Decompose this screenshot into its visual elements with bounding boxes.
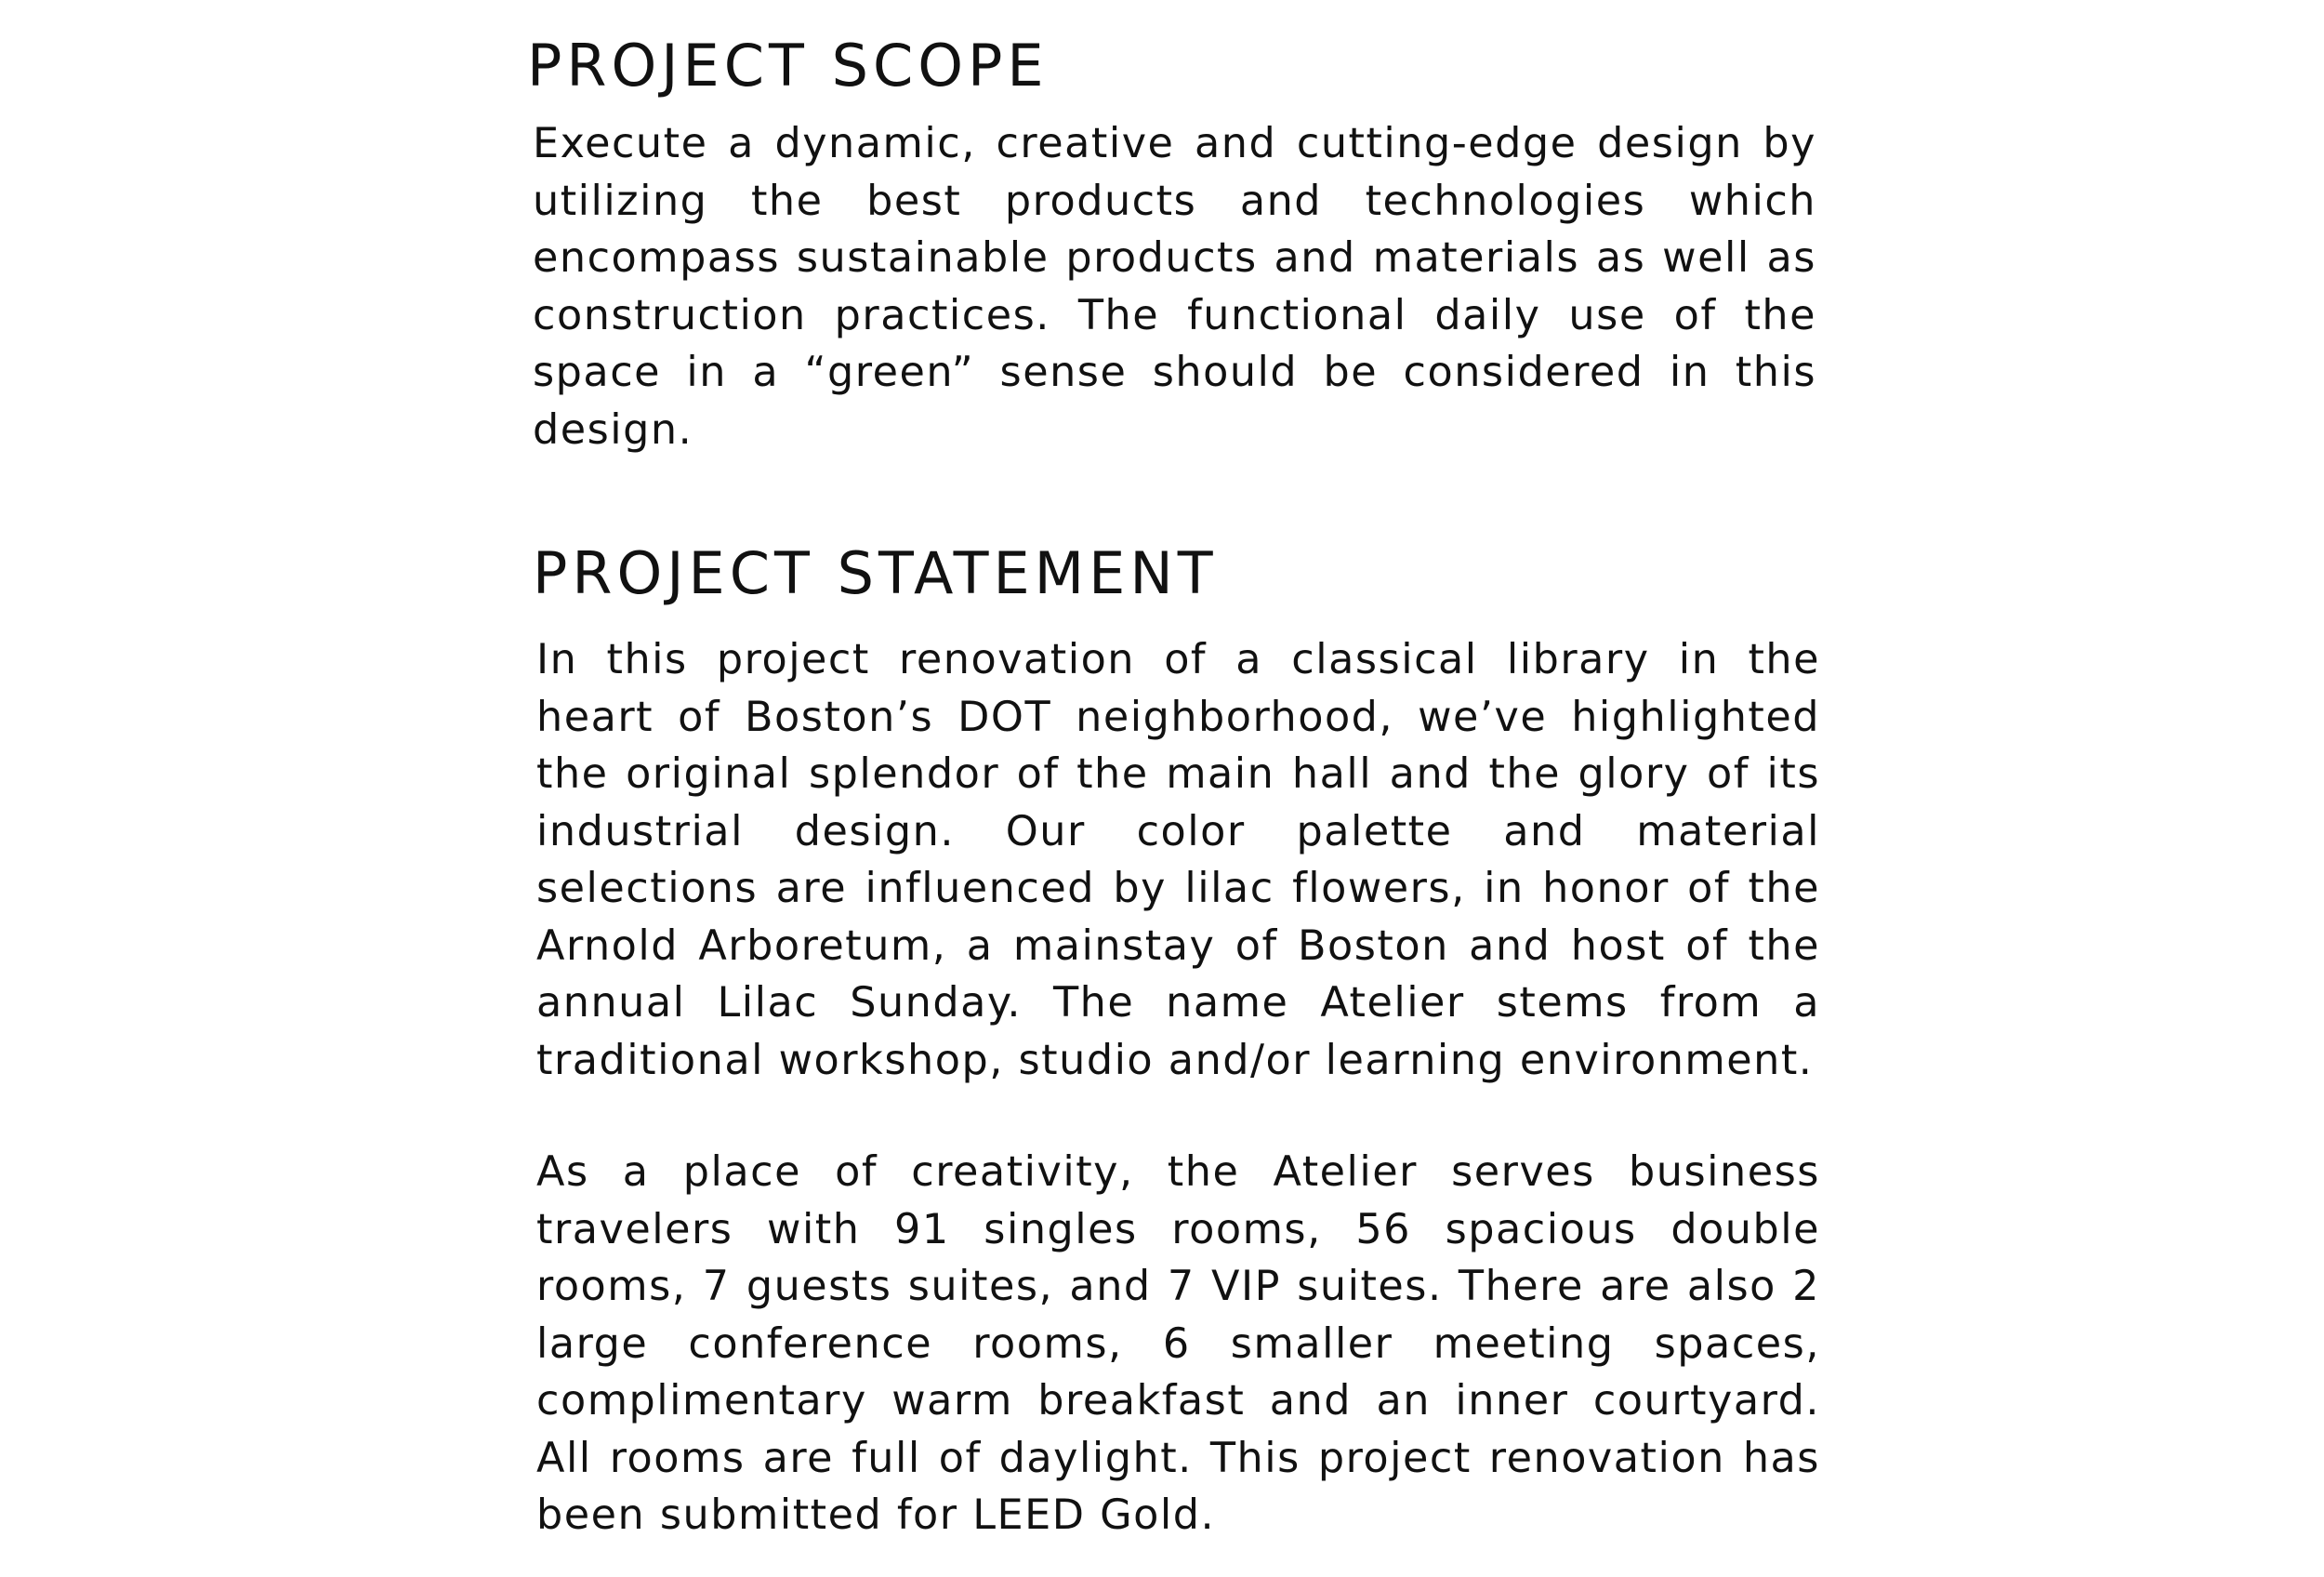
project-statement-paragraph: In this project renovation of a classical library in the heart of Boston’s DOT neighborhood, we’ve highlighted the original splendor of the main hall and the glory of its industrial design. Our color palette and material selections are influenced by lilac flowers, in honor of the Arnold Arboretum, a mainstay of Boston and host of the annual Lilac Sunday. The name Atelier stems from a traditional workshop, studio and/or learning environment. [536, 636, 1820, 1084]
project-scope-paragraph: Execute a dynamic, creative and cutting-edge design by utilizing the best products and technologies which encompass sustainable products and materials as well as construction practices. The functional daily use of the space in a “green” sense should be considered in this design. [533, 120, 1816, 454]
project-facilities-paragraph: As a place of creativity, the Atelier serves business travelers with 91 singles rooms, 56 spacious double rooms, 7 guests suites, and 7 VIP suites. There are also 2 large conference rooms, 6 smaller meeting spaces, complimentary warm breakfast and an inner courtyard. All rooms are full of daylight. This project renovation has been submitted for LEED Gold. [536, 1148, 1820, 1539]
project-scope-heading: PROJECT SCOPE [527, 32, 1049, 99]
project-statement-heading: PROJECT STATEMENT [533, 539, 1218, 607]
